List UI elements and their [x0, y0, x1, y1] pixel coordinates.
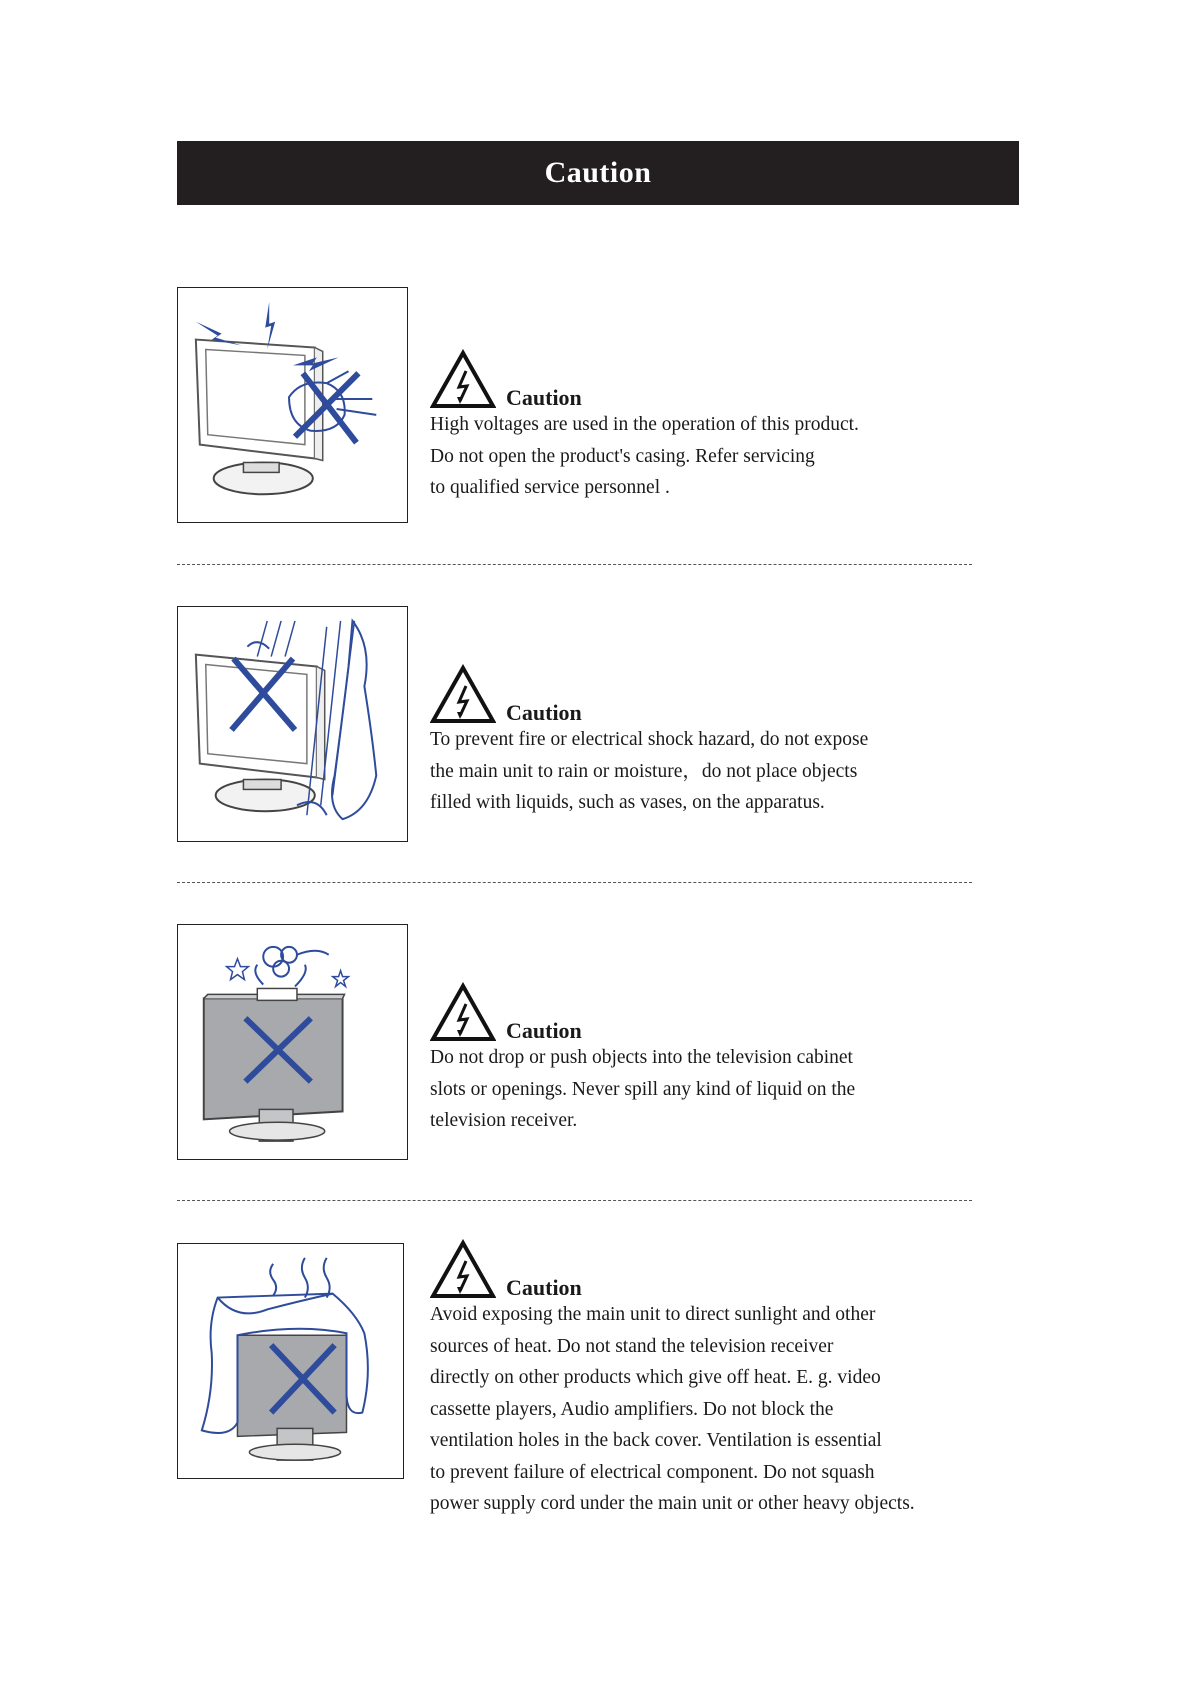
- caution-heading: Caution: [506, 385, 582, 410]
- caution-text-4: [430, 1237, 915, 1520]
- section-divider: [177, 882, 972, 883]
- caution-line: High voltages are used in the operation of this product.: [430, 414, 859, 435]
- caution-heading: Caution: [506, 1275, 582, 1300]
- caution-line: filled with liquids, such as vases, on the apparatus.: [430, 792, 825, 813]
- page-title: Caution: [544, 156, 652, 189]
- lightning-warning-icon: [430, 982, 496, 1042]
- lightning-warning-icon: [430, 1239, 496, 1299]
- caution-text-1: [430, 347, 859, 504]
- caution-line: power supply cord under the main unit or other heavy objects.: [430, 1493, 915, 1514]
- caution-heading: Caution: [506, 700, 582, 725]
- illustration-heat-ventilation: [177, 1243, 404, 1479]
- caution-line: Do not drop or push objects into the television cabinet: [430, 1047, 853, 1068]
- caution-line: directly on other products which give off heat. E. g. video: [430, 1367, 881, 1388]
- caution-line: sources of heat. Do not stand the television receiver: [430, 1335, 834, 1357]
- caution-line: To prevent fire or electrical shock hazard, do not expose: [430, 729, 869, 750]
- lightning-warning-icon: [430, 664, 496, 724]
- caution-heading: Caution: [506, 1018, 582, 1043]
- caution-text-3: [430, 980, 855, 1137]
- caution-line: Do not open the product's casing. Refer servicing: [430, 445, 815, 467]
- section-divider: [177, 1200, 972, 1201]
- lightning-warning-icon: [430, 349, 496, 409]
- caution-text-2: [430, 662, 868, 819]
- caution-line: Avoid exposing the main unit to direct sunlight and other: [430, 1304, 876, 1325]
- caution-line: the main unit to rain or moisture，do not place objects: [430, 760, 858, 782]
- caution-line: television receiver.: [430, 1110, 578, 1131]
- illustration-objects-liquids: [177, 924, 408, 1160]
- illustration-rain-moisture: [177, 606, 408, 842]
- caution-line: ventilation holes in the back cover. Ventilation is essential: [430, 1430, 882, 1451]
- section-divider: [177, 564, 972, 565]
- page-header: [177, 141, 1019, 205]
- caution-line: to qualified service personnel .: [430, 477, 670, 498]
- caution-line: slots or openings. Never spill any kind of liquid on the: [430, 1078, 856, 1100]
- illustration-high-voltage: [177, 287, 408, 523]
- caution-line: to prevent failure of electrical component. Do not squash: [430, 1461, 875, 1483]
- caution-line: cassette players, Audio amplifiers. Do not block the: [430, 1398, 834, 1420]
